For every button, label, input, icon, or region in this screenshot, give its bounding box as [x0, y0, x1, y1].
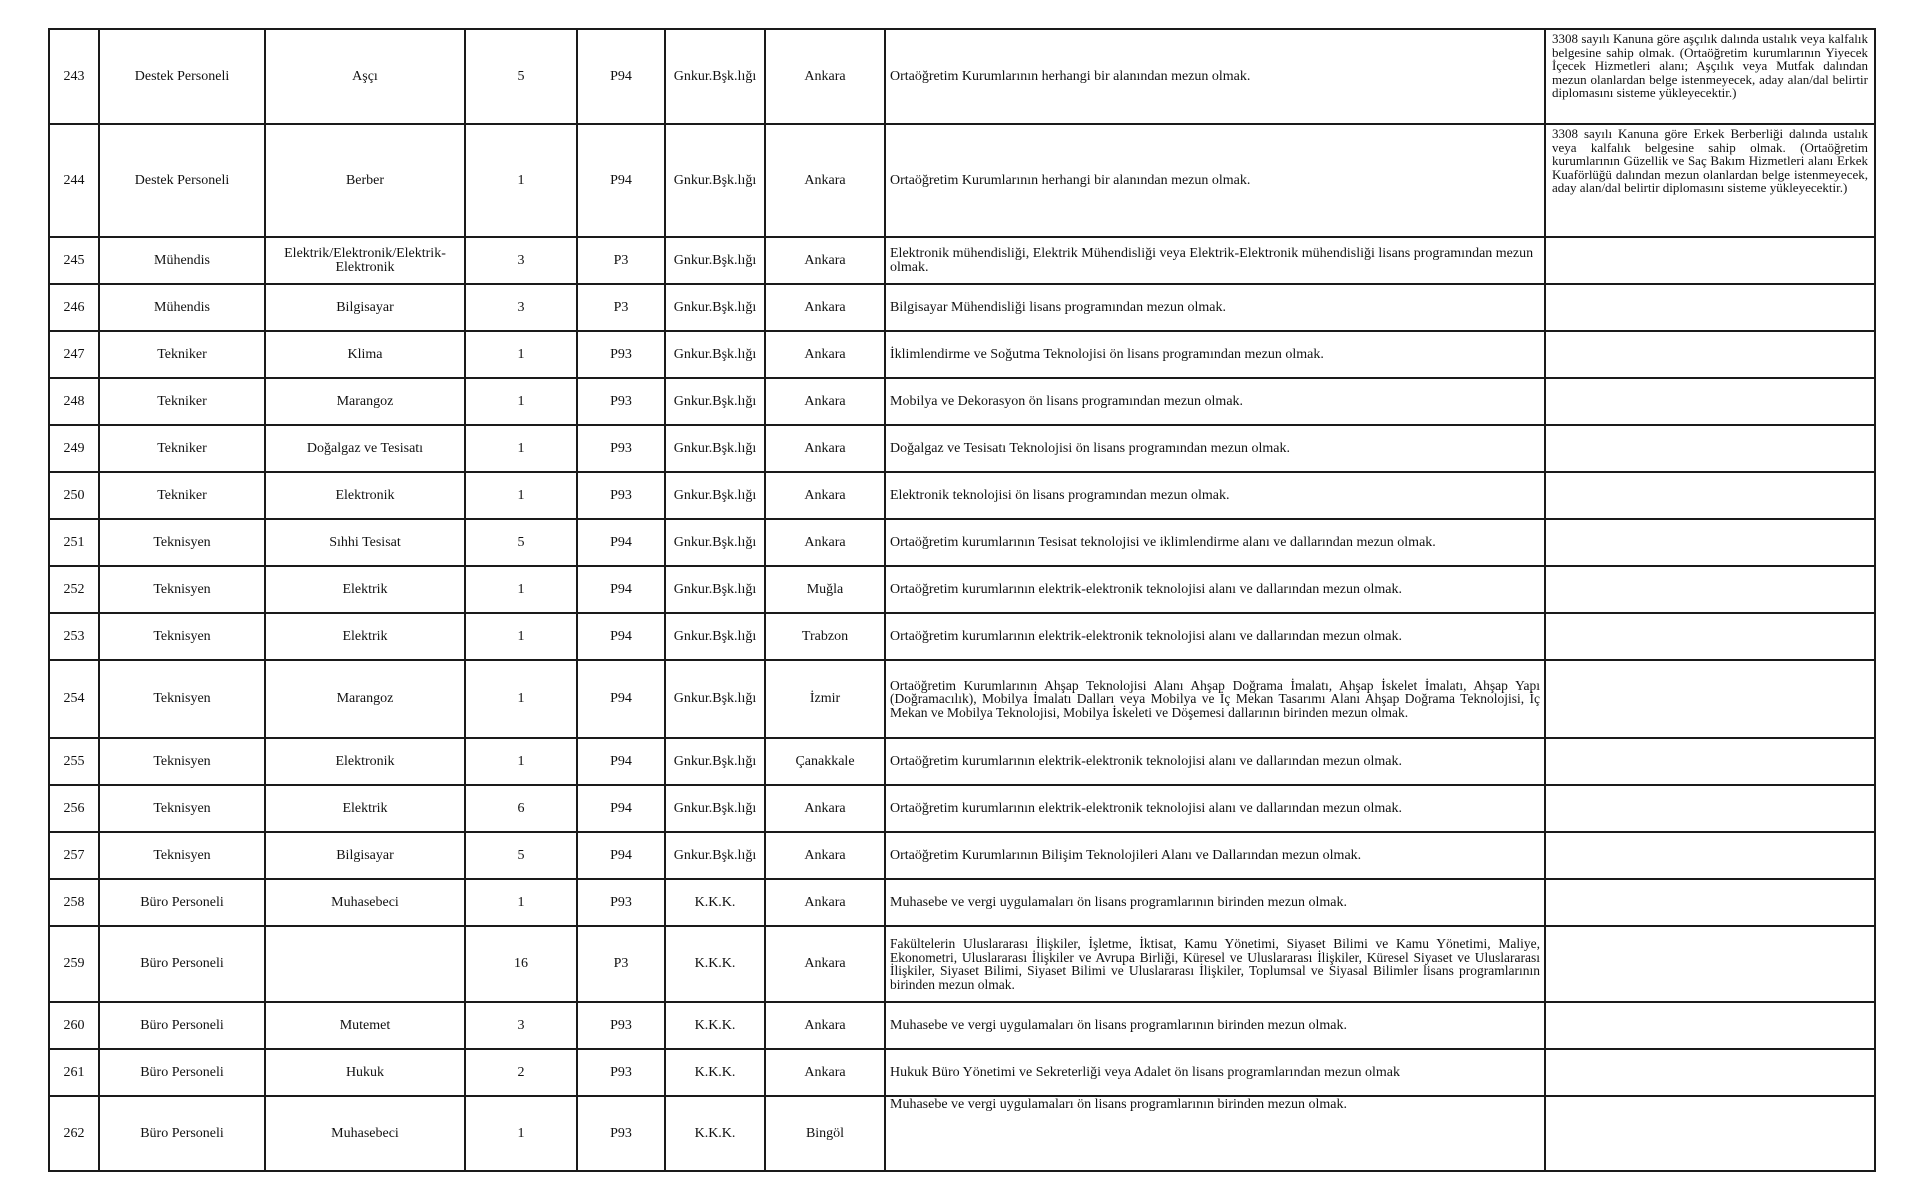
- position-title: Elektrik/Elektronik/Elektrik-Elektronik: [265, 237, 465, 284]
- unit-name: Gnkur.Bşk.lığı: [665, 425, 765, 472]
- position-title: Elektronik: [265, 472, 465, 519]
- requirement-text: Ortaöğretim Kurumlarının herhangi bir alanından mezun olmak.: [885, 124, 1545, 237]
- city: Ankara: [765, 237, 885, 284]
- position-title: Berber: [265, 124, 465, 237]
- requirement-text: Ortaöğretim kurumlarının elektrik-elektronik teknolojisi alanı ve dallarından mezun olmak.: [885, 613, 1545, 660]
- table-row: [49, 832, 1875, 879]
- note-text: [1545, 1049, 1875, 1096]
- table-row: [49, 660, 1875, 738]
- note-text: 3308 sayılı Kanuna göre aşçılık dalında ustalık veya kalfalık belgesine sahip olmak. (Ortaöğretim kurumlarının Yiyecek İçecek Hizmetleri alanı; Aşçılık veya Mutfak dalından mezun olanlardan belge istenmeyecek, aday alan/dal belirtir diplomasını sisteme yükleyecektir.): [1545, 29, 1875, 124]
- unit-name: Gnkur.Bşk.lığı: [665, 29, 765, 124]
- row-number: 246: [49, 284, 99, 331]
- unit-name: Gnkur.Bşk.lığı: [665, 660, 765, 738]
- position-title: Muhasebeci: [265, 879, 465, 926]
- table-body: [49, 29, 1875, 1171]
- row-number: 245: [49, 237, 99, 284]
- row-number: 261: [49, 1049, 99, 1096]
- unit-name: K.K.K.: [665, 1049, 765, 1096]
- table-row: [49, 378, 1875, 425]
- requirement-text: Muhasebe ve vergi uygulamaları ön lisans programlarının birinden mezun olmak.: [885, 1002, 1545, 1049]
- city: Ankara: [765, 879, 885, 926]
- unit-name: Gnkur.Bşk.lığı: [665, 472, 765, 519]
- table-row: [49, 124, 1875, 237]
- quota-count: 1: [465, 378, 577, 425]
- requirement-text: Ortaöğretim Kurumlarının Bilişim Teknolojileri Alanı ve Dallarından mezun olmak.: [885, 832, 1545, 879]
- row-number: 262: [49, 1096, 99, 1171]
- note-text: [1545, 613, 1875, 660]
- requirement-text: Elektronik mühendisliği, Elektrik Mühendisliği veya Elektrik-Elektronik mühendisliği lisans programından mezun olmak.: [885, 237, 1545, 284]
- table-row: [49, 29, 1875, 124]
- note-text: [1545, 378, 1875, 425]
- city: İzmir: [765, 660, 885, 738]
- position-title: Elektrik: [265, 785, 465, 832]
- note-text: [1545, 879, 1875, 926]
- personnel-table: [48, 28, 1876, 1172]
- unit-name: Gnkur.Bşk.lığı: [665, 566, 765, 613]
- row-number: 254: [49, 660, 99, 738]
- position-class: Teknisyen: [99, 660, 265, 738]
- requirement-text: Ortaöğretim Kurumlarının Ahşap Teknolojisi Alanı Ahşap Doğrama İmalatı, Ahşap İskelet İmalatı, Ahşap Yapı (Doğramacılık), Mobilya İmalatı Dalları veya Mobilya ve İç Mekan Tasarımı Alanı Ahşap Doğrama Teknolojisi, İç Mekan ve Mobilya Teknolojisi, Mobilya İskeleti ve Döşemesi dallarının birinden mezun olmak.: [885, 660, 1545, 738]
- position-title: [265, 926, 465, 1002]
- table-row: [49, 926, 1875, 1002]
- position-title: Hukuk: [265, 1049, 465, 1096]
- position-class: Büro Personeli: [99, 879, 265, 926]
- requirement-text: Hukuk Büro Yönetimi ve Sekreterliği veya Adalet ön lisans programlarından mezun olmak: [885, 1049, 1545, 1096]
- unit-name: K.K.K.: [665, 879, 765, 926]
- score-type: P93: [577, 378, 665, 425]
- unit-name: Gnkur.Bşk.lığı: [665, 378, 765, 425]
- table-row: [49, 331, 1875, 378]
- city: Ankara: [765, 124, 885, 237]
- unit-name: Gnkur.Bşk.lığı: [665, 124, 765, 237]
- city: Trabzon: [765, 613, 885, 660]
- requirement-text: Ortaöğretim kurumlarının Tesisat teknolojisi ve iklimlendirme alanı ve dallarından mezun olmak.: [885, 519, 1545, 566]
- table-row: [49, 785, 1875, 832]
- requirement-text: Doğalgaz ve Tesisatı Teknolojisi ön lisans programından mezun olmak.: [885, 425, 1545, 472]
- city: Ankara: [765, 284, 885, 331]
- position-class: Mühendis: [99, 284, 265, 331]
- requirement-text: Muhasebe ve vergi uygulamaları ön lisans programlarının birinden mezun olmak.: [885, 1096, 1545, 1171]
- position-title: Mutemet: [265, 1002, 465, 1049]
- position-class: Tekniker: [99, 472, 265, 519]
- row-number: 259: [49, 926, 99, 1002]
- city: Ankara: [765, 331, 885, 378]
- score-type: P3: [577, 237, 665, 284]
- requirement-text: Elektronik teknolojisi ön lisans programından mezun olmak.: [885, 472, 1545, 519]
- requirement-text: Mobilya ve Dekorasyon ön lisans programından mezun olmak.: [885, 378, 1545, 425]
- unit-name: Gnkur.Bşk.lığı: [665, 519, 765, 566]
- note-text: [1545, 1096, 1875, 1171]
- score-type: P3: [577, 284, 665, 331]
- score-type: P93: [577, 425, 665, 472]
- note-text: [1545, 472, 1875, 519]
- score-type: P94: [577, 660, 665, 738]
- row-number: 252: [49, 566, 99, 613]
- city: Ankara: [765, 472, 885, 519]
- quota-count: 1: [465, 331, 577, 378]
- requirement-text: Fakültelerin Uluslararası İlişkiler, İşletme, İktisat, Kamu Yönetimi, Siyaset Bilimi ve Kamu Yönetimi, Maliye, Ekonometri, Uluslararası İlişkiler ve Avrupa Birliği, Küresel ve Uluslararası İlişkiler, Küresel Siyaset ve Uluslararası İlişkiler, Siyaset Bilimi, Siyaset Bilimi ve Uluslararası İlişkiler, Toplumsal ve Siyasal Bilimler lisans programlarının birinden mezun olmak.: [885, 926, 1545, 1002]
- position-class: Tekniker: [99, 378, 265, 425]
- row-number: 244: [49, 124, 99, 237]
- note-text: [1545, 738, 1875, 785]
- score-type: P94: [577, 29, 665, 124]
- city: Çanakkale: [765, 738, 885, 785]
- requirement-text: Bilgisayar Mühendisliği lisans programından mezun olmak.: [885, 284, 1545, 331]
- quota-count: 1: [465, 613, 577, 660]
- city: Ankara: [765, 1002, 885, 1049]
- quota-count: 1: [465, 124, 577, 237]
- note-text: 3308 sayılı Kanuna göre Erkek Berberliği dalında ustalık veya kalfalık belgesine sahip olmak. (Ortaöğretim kurumlarının Güzellik ve Saç Bakım Hizmetleri alanı Erkek Kuaförlüğü dalından mezun olanlardan belge istenmeyecek, aday alan/dal belirtir diplomasını sisteme yükleyecektir.): [1545, 124, 1875, 237]
- score-type: P94: [577, 832, 665, 879]
- row-number: 257: [49, 832, 99, 879]
- quota-count: 5: [465, 519, 577, 566]
- position-class: Büro Personeli: [99, 1049, 265, 1096]
- score-type: P3: [577, 926, 665, 1002]
- table-row: [49, 519, 1875, 566]
- table-row: [49, 566, 1875, 613]
- position-class: Teknisyen: [99, 613, 265, 660]
- city: Ankara: [765, 785, 885, 832]
- unit-name: Gnkur.Bşk.lığı: [665, 738, 765, 785]
- position-class: Teknisyen: [99, 832, 265, 879]
- position-title: Muhasebeci: [265, 1096, 465, 1171]
- score-type: P93: [577, 331, 665, 378]
- unit-name: Gnkur.Bşk.lığı: [665, 832, 765, 879]
- city: Bingöl: [765, 1096, 885, 1171]
- row-number: 249: [49, 425, 99, 472]
- position-class: Büro Personeli: [99, 1096, 265, 1171]
- quota-count: 5: [465, 832, 577, 879]
- quota-count: 1: [465, 1096, 577, 1171]
- row-number: 250: [49, 472, 99, 519]
- position-title: Sıhhi Tesisat: [265, 519, 465, 566]
- quota-count: 1: [465, 472, 577, 519]
- unit-name: K.K.K.: [665, 1002, 765, 1049]
- score-type: P93: [577, 879, 665, 926]
- position-title: Elektrik: [265, 613, 465, 660]
- note-text: [1545, 425, 1875, 472]
- position-class: Destek Personeli: [99, 124, 265, 237]
- requirement-text: Ortaöğretim kurumlarının elektrik-elektronik teknolojisi alanı ve dallarından mezun olmak.: [885, 738, 1545, 785]
- score-type: P94: [577, 738, 665, 785]
- score-type: P94: [577, 124, 665, 237]
- quota-count: 5: [465, 29, 577, 124]
- note-text: [1545, 1002, 1875, 1049]
- position-title: Aşçı: [265, 29, 465, 124]
- city: Ankara: [765, 1049, 885, 1096]
- row-number: 253: [49, 613, 99, 660]
- quota-count: 6: [465, 785, 577, 832]
- requirement-text: Muhasebe ve vergi uygulamaları ön lisans programlarının birinden mezun olmak.: [885, 879, 1545, 926]
- note-text: [1545, 926, 1875, 1002]
- position-title: Elektrik: [265, 566, 465, 613]
- unit-name: Gnkur.Bşk.lığı: [665, 785, 765, 832]
- requirement-text: Ortaöğretim kurumlarının elektrik-elektronik teknolojisi alanı ve dallarından mezun olmak.: [885, 785, 1545, 832]
- note-text: [1545, 237, 1875, 284]
- quota-count: 2: [465, 1049, 577, 1096]
- unit-name: Gnkur.Bşk.lığı: [665, 331, 765, 378]
- position-class: Teknisyen: [99, 519, 265, 566]
- unit-name: K.K.K.: [665, 926, 765, 1002]
- position-title: Doğalgaz ve Tesisatı: [265, 425, 465, 472]
- city: Muğla: [765, 566, 885, 613]
- personnel-table-page: [48, 28, 1874, 1172]
- table-row: [49, 879, 1875, 926]
- quota-count: 3: [465, 1002, 577, 1049]
- row-number: 255: [49, 738, 99, 785]
- score-type: P94: [577, 566, 665, 613]
- city: Ankara: [765, 425, 885, 472]
- position-title: Bilgisayar: [265, 284, 465, 331]
- note-text: [1545, 566, 1875, 613]
- unit-name: K.K.K.: [665, 1096, 765, 1171]
- score-type: P94: [577, 785, 665, 832]
- table-row: [49, 1049, 1875, 1096]
- requirement-text: Ortaöğretim kurumlarının elektrik-elektronik teknolojisi alanı ve dallarından mezun olmak.: [885, 566, 1545, 613]
- position-title: Marangoz: [265, 378, 465, 425]
- score-type: P93: [577, 1049, 665, 1096]
- position-title: Elektronik: [265, 738, 465, 785]
- unit-name: Gnkur.Bşk.lığı: [665, 284, 765, 331]
- quota-count: 1: [465, 425, 577, 472]
- quota-count: 1: [465, 660, 577, 738]
- position-title: Marangoz: [265, 660, 465, 738]
- note-text: [1545, 785, 1875, 832]
- note-text: [1545, 331, 1875, 378]
- row-number: 243: [49, 29, 99, 124]
- row-number: 260: [49, 1002, 99, 1049]
- table-row: [49, 613, 1875, 660]
- quota-count: 16: [465, 926, 577, 1002]
- table-row: [49, 1002, 1875, 1049]
- position-class: Büro Personeli: [99, 926, 265, 1002]
- table-row: [49, 1096, 1875, 1171]
- quota-count: 3: [465, 237, 577, 284]
- table-row: [49, 472, 1875, 519]
- score-type: P93: [577, 1096, 665, 1171]
- score-type: P93: [577, 1002, 665, 1049]
- city: Ankara: [765, 29, 885, 124]
- requirement-text: İklimlendirme ve Soğutma Teknolojisi ön lisans programından mezun olmak.: [885, 331, 1545, 378]
- position-class: Destek Personeli: [99, 29, 265, 124]
- table-row: [49, 237, 1875, 284]
- note-text: [1545, 284, 1875, 331]
- table-row: [49, 738, 1875, 785]
- row-number: 256: [49, 785, 99, 832]
- city: Ankara: [765, 926, 885, 1002]
- position-class: Teknisyen: [99, 738, 265, 785]
- table-row: [49, 425, 1875, 472]
- row-number: 248: [49, 378, 99, 425]
- row-number: 258: [49, 879, 99, 926]
- city: Ankara: [765, 832, 885, 879]
- row-number: 251: [49, 519, 99, 566]
- score-type: P94: [577, 613, 665, 660]
- position-class: Tekniker: [99, 425, 265, 472]
- score-type: P94: [577, 519, 665, 566]
- quota-count: 3: [465, 284, 577, 331]
- quota-count: 1: [465, 738, 577, 785]
- city: Ankara: [765, 519, 885, 566]
- position-class: Büro Personeli: [99, 1002, 265, 1049]
- quota-count: 1: [465, 566, 577, 613]
- requirement-text: Ortaöğretim Kurumlarının herhangi bir alanından mezun olmak.: [885, 29, 1545, 124]
- row-number: 247: [49, 331, 99, 378]
- note-text: [1545, 660, 1875, 738]
- position-title: Bilgisayar: [265, 832, 465, 879]
- position-class: Tekniker: [99, 331, 265, 378]
- note-text: [1545, 519, 1875, 566]
- table-row: [49, 284, 1875, 331]
- position-class: Mühendis: [99, 237, 265, 284]
- unit-name: Gnkur.Bşk.lığı: [665, 613, 765, 660]
- score-type: P93: [577, 472, 665, 519]
- position-class: Teknisyen: [99, 566, 265, 613]
- quota-count: 1: [465, 879, 577, 926]
- unit-name: Gnkur.Bşk.lığı: [665, 237, 765, 284]
- position-class: Teknisyen: [99, 785, 265, 832]
- note-text: [1545, 832, 1875, 879]
- position-title: Klima: [265, 331, 465, 378]
- city: Ankara: [765, 378, 885, 425]
